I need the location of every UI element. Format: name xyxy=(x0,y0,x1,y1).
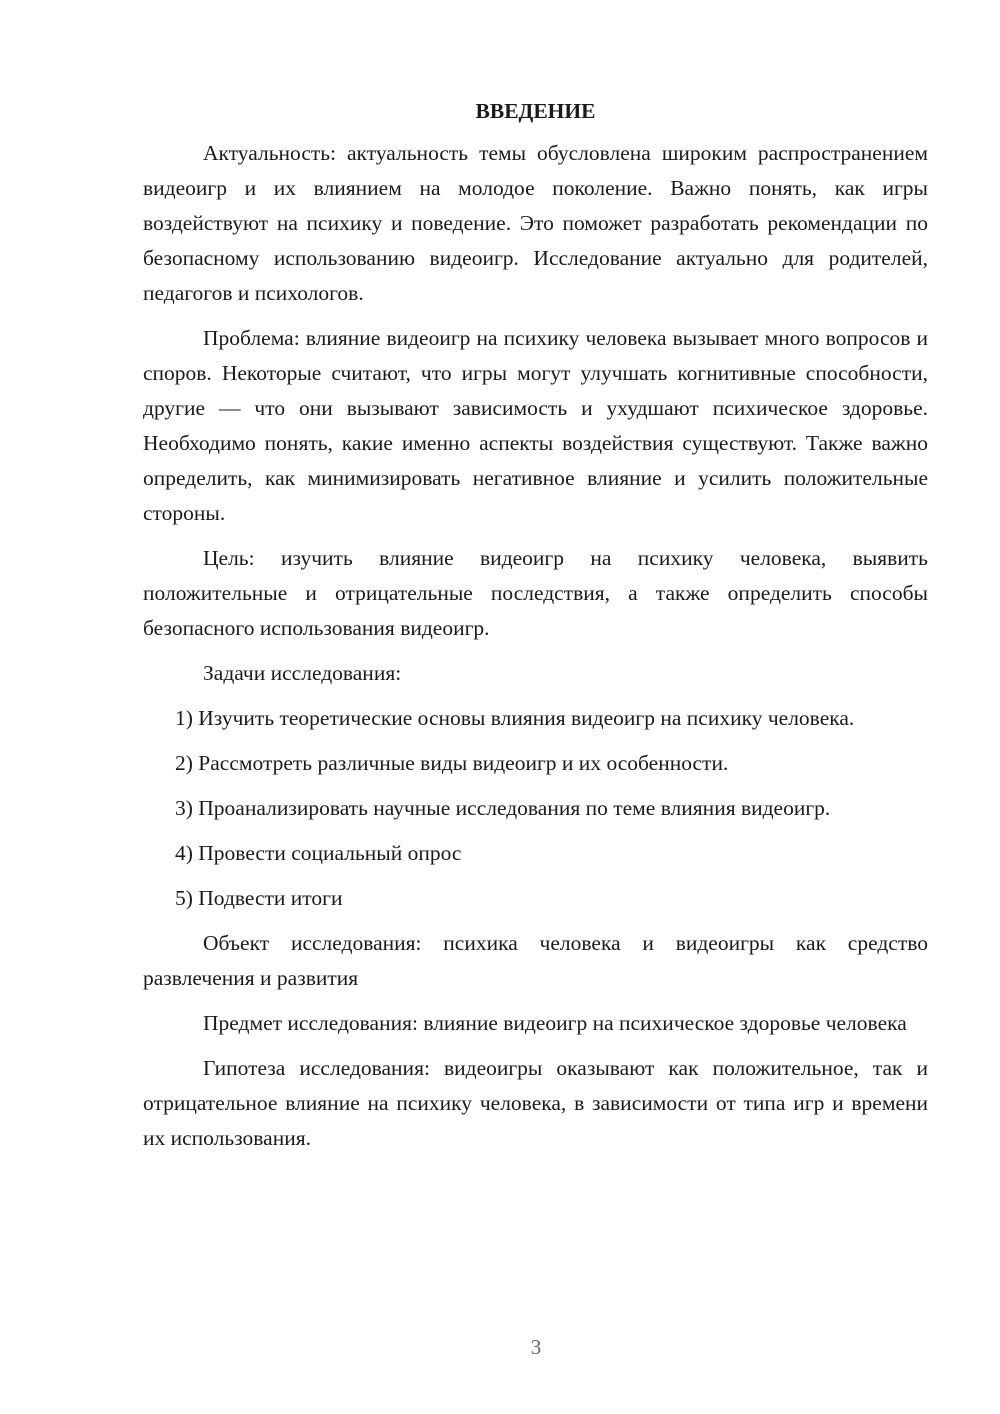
paragraph-subject: Предмет исследования: влияние видеоигр на психическое здоровье человека xyxy=(203,1011,907,1035)
task-item-5: 5) Подвести итоги xyxy=(175,886,343,910)
task-item-2: 2) Рассмотреть различные виды видеоигр и их особенности. xyxy=(175,751,729,775)
task-item-1: 1) Изучить теоретические основы влияния видеоигр на психику человека. xyxy=(175,706,855,730)
paragraph-goal: Цель: изучить влияние видеоигр на психику человека, выявить положительные и отрицательные последствия, а также определить способы безопасного использования видеоигр. xyxy=(143,546,928,640)
page-number: 3 xyxy=(530,1335,542,1359)
tasks-heading: Задачи исследования: xyxy=(203,661,402,685)
task-item-4: 4) Провести социальный опрос xyxy=(175,841,462,865)
document-page xyxy=(143,96,928,1156)
paragraph-relevance: Актуальность: актуальность темы обусловлена широким распространением видеоигр и их влиянием на молодое поколение. Важно понять, как игры воздействуют на психику и поведение. Это поможет разработать рекомендации по безопасному использованию видеоигр. Исследование актуально для родителей, педагогов и психологов. xyxy=(143,141,928,305)
paragraph-problem: Проблема: влияние видеоигр на психику человека вызывает много вопросов и споров. Некоторые считают, что игры могут улучшать когнитивные способности, другие — что они вызывают зависимость и ухудшают психическое здоровье. Необходимо понять, какие именно аспекты воздействия существуют. Также важно определить, как минимизировать негативное влияние и усилить положительные стороны. xyxy=(143,326,928,525)
section-title: ВВЕДЕНИЕ xyxy=(475,99,596,123)
task-item-3: 3) Проанализировать научные исследования по теме влияния видеоигр. xyxy=(175,796,831,820)
paragraph-object: Объект исследования: психика человека и видеоигры как средство развлечения и развития xyxy=(143,931,928,990)
paragraph-hypothesis: Гипотеза исследования: видеоигры оказывают как положительное, так и отрицательное влияние на психику человека, в зависимости от типа игр и времени их использования. xyxy=(143,1056,928,1150)
